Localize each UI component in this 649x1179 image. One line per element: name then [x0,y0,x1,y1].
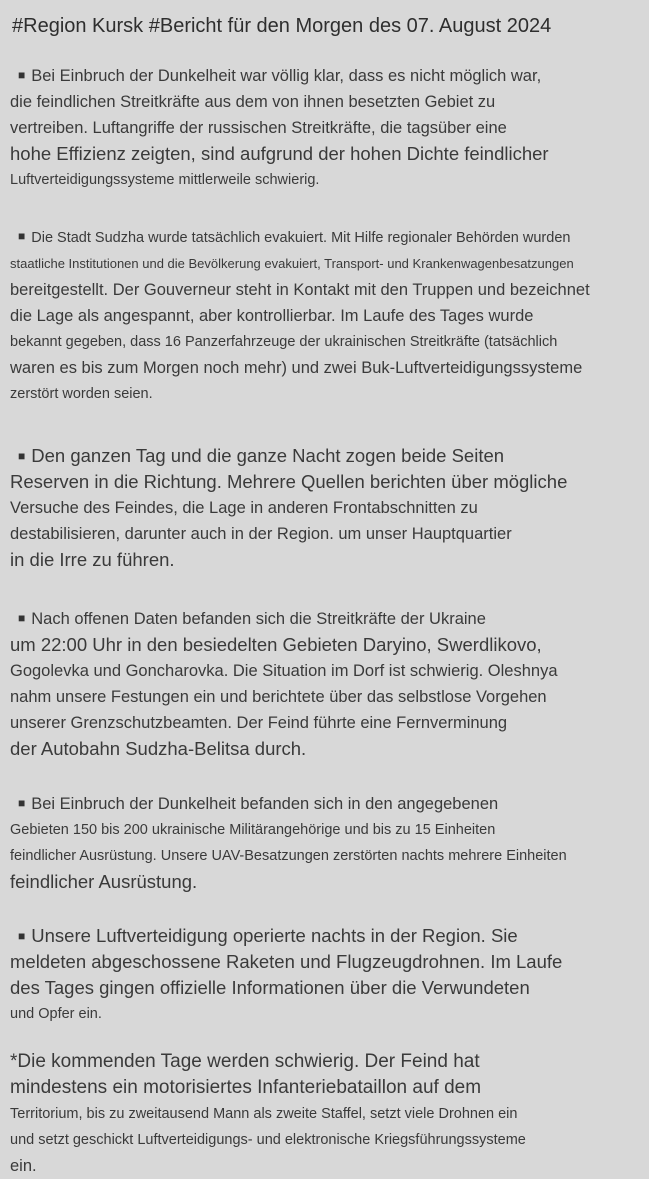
report-paragraph-6 [10,923,639,1027]
paragraph-line: meldeten abgeschossene Raketen und Flugzeugdrohnen. Im Laufe [10,951,563,972]
paragraph-line: unserer Grenzschutzbeamten. Der Feind führte eine Fernverminung [10,714,508,732]
report-title: #Region Kursk #Bericht für den Morgen des 07. August 2024 [12,15,552,37]
paragraph-line: Reserven in die Richtung. Mehrere Quellen berichten über mögliche [10,471,568,492]
paragraph-line: um 22:00 Uhr in den besiedelten Gebieten Daryino, Swerdlikovo, [10,634,542,655]
paragraph-line: Gebieten 150 bis 200 ukrainische Militärangehörige und bis zu 15 Einheiten [10,822,496,838]
paragraph-line: die feindlichen Streitkräfte aus dem von ihnen besetzten Gebiet zu [10,93,496,111]
report-paragraph-1 [10,62,639,193]
paragraph-line: destabilisieren, darunter auch in der Region. um unser Hauptquartier [10,525,512,543]
paragraph-line: zerstört worden seien. [10,386,153,402]
bullet-square-icon: ■ [18,929,26,943]
bullet-square-icon: ■ [18,611,26,625]
paragraph-line: Versuche des Feindes, die Lage in anderen Frontabschnitten zu [10,499,478,517]
paragraph-line: Luftverteidigungssysteme mittlerweile schwierig. [10,172,320,188]
paragraph-line: des Tages gingen offizielle Informationen über die Verwundeten [10,977,530,998]
paragraph-line: ■ Den ganzen Tag und die ganze Nacht zogen beide Seiten [10,443,639,469]
paragraph-line: ■ Nach offenen Daten befanden sich die Streitkräfte der Ukraine [10,605,639,632]
paragraph-line: ■ Bei Einbruch der Dunkelheit befanden sich in den angegebenen [10,790,639,817]
paragraph-line: feindlicher Ausrüstung. [10,871,198,892]
report-paragraph-3 [10,443,639,573]
paragraph-line: *Die kommenden Tage werden schwierig. Der Feind hat [10,1051,480,1072]
report-paragraph-7 [10,1049,639,1179]
paragraph-line: ■ Die Stadt Sudzha wurde tatsächlich evakuiert. Mit Hilfe regionaler Behörden wurden [10,223,639,251]
paragraph-line: ■ Unsere Luftverteidigung operierte nachts in der Region. Sie [10,923,639,949]
paragraph-line: waren es bis zum Morgen noch mehr) und zwei Buk-Luftverteidigungssysteme [10,359,583,377]
report-paragraph-2 [10,223,639,407]
paragraph-line: bekannt gegeben, dass 16 Panzerfahrzeuge der ukrainischen Streitkräfte (tatsächlich [10,334,558,350]
paragraph-line: ein. [10,1157,37,1175]
report-paragraph-5 [10,790,639,895]
paragraph-line: ■ Bei Einbruch der Dunkelheit war völlig klar, dass es nicht möglich war, [10,62,639,89]
paragraph-line: hohe Effizienz zeigten, sind aufgrund der hohen Dichte feindlicher [10,143,549,164]
paragraph-line: Territorium, bis zu zweitausend Mann als zweite Staffel, setzt viele Drohnen ein [10,1106,518,1122]
paragraph-line: die Lage als angespannt, aber kontrollierbar. Im Laufe des Tages wurde [10,307,534,325]
report-paragraph-4 [10,605,639,762]
paragraph-line: der Autobahn Sudzha-Belitsa durch. [10,738,307,759]
bullet-square-icon: ■ [18,229,26,243]
paragraph-line: feindlicher Ausrüstung. Unsere UAV-Besatzungen zerstörten nachts mehrere Einheiten [10,848,567,864]
paragraph-line: Gogolevka und Goncharovka. Die Situation im Dorf ist schwierig. Oleshnya [10,662,558,680]
bullet-square-icon: ■ [18,68,26,82]
paragraph-line: staatliche Institutionen und die Bevölkerung evakuiert, Transport- und Krankenwagenbesatzungen [10,256,574,271]
paragraph-line: nahm unsere Festungen ein und berichtete über das selbstlose Vorgehen [10,688,547,706]
paragraph-line: und Opfer ein. [10,1006,102,1022]
paragraph-line: in die Irre zu führen. [10,549,175,570]
paragraph-line: mindestens ein motorisiertes Infanteriebataillon auf dem [10,1077,482,1098]
paragraph-line: vertreiben. Luftangriffe der russischen Streitkräfte, die tagsüber eine [10,119,507,137]
bullet-square-icon: ■ [18,796,26,810]
paragraph-line: und setzt geschickt Luftverteidigungs- und elektronische Kriegsführungssysteme [10,1132,526,1148]
bullet-square-icon: ■ [18,449,26,463]
paragraph-line: bereitgestellt. Der Gouverneur steht in Kontakt mit den Truppen und bezeichnet [10,281,590,299]
